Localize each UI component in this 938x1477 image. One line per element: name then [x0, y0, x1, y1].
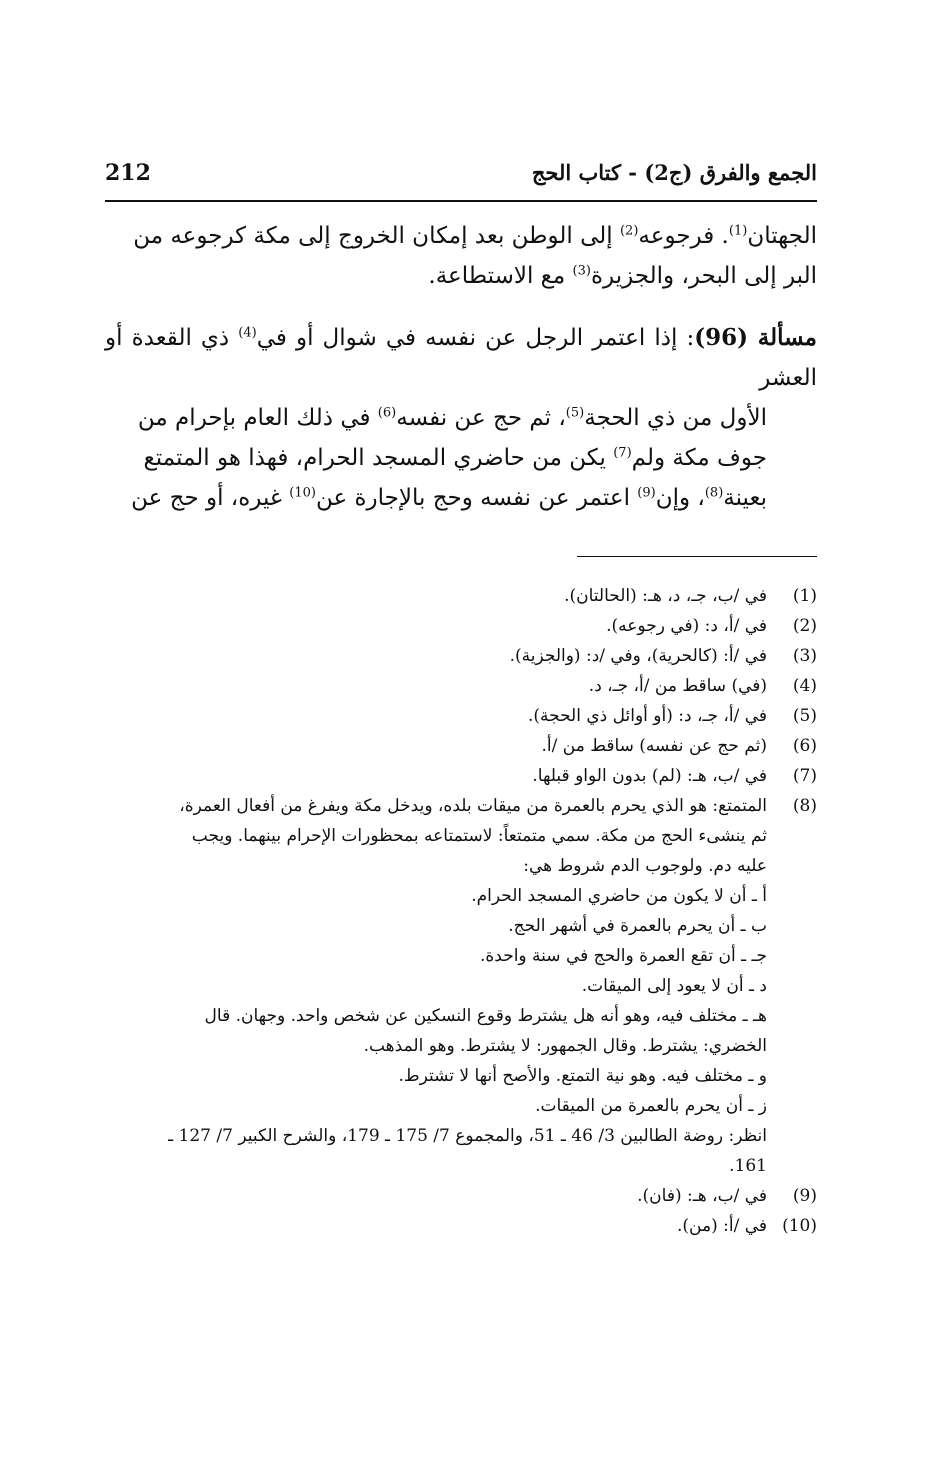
footnote-number: (5) [792, 706, 817, 726]
footnote-line: انظر: روضة الطالبين 3/ 46 ـ 51، والمجموع 7/ 175 ـ 179، والشرح الكبير 7/ 127 ـ [168, 1126, 767, 1146]
text-run: اعتمر عن نفسه وحج بالإجارة عن [315, 485, 638, 511]
footnote-line: د ـ أن لا يعود إلى الميقات. [581, 976, 767, 996]
running-title: الجمع والفرق (ج2) - كتاب الحج [531, 160, 817, 185]
text-run: الأول من ذي الحجة [584, 405, 767, 431]
footnote-text [105, 791, 767, 1181]
footnote [105, 731, 817, 761]
paragraph [105, 216, 817, 296]
footnote [105, 641, 817, 671]
line [138, 405, 817, 431]
footnote-number: (3) [792, 646, 817, 666]
footnote [105, 1211, 817, 1241]
footnote-text [105, 1211, 767, 1241]
footnotes [105, 581, 817, 1241]
text-run: ، وإن [655, 485, 705, 511]
footnote-number: (7) [792, 766, 817, 786]
body-text [105, 216, 817, 518]
footnote-line: و ـ مختلف فيه. وهو نية التمتع. والأصح أنها لا تشترط. [398, 1066, 767, 1086]
text-run: غيره، أو حج عن [131, 485, 290, 511]
footnote-ref[interactable]: (6) [377, 405, 397, 421]
line [144, 445, 817, 471]
footnote-line: في /ب، هـ: (فان). [637, 1186, 767, 1206]
footnote-separator [577, 556, 817, 557]
footnote-text [105, 641, 767, 671]
footnote-text [105, 701, 767, 731]
footnote-ref[interactable]: (4) [238, 325, 257, 341]
footnote-line: 161. [729, 1156, 767, 1176]
footnote [105, 791, 817, 1181]
text-run: يكن من حاضري المسجد الحرام، فهذا هو المتمتع [143, 445, 614, 471]
footnote-line: جـ ـ أن تقع العمرة والحج في سنة واحدة. [479, 946, 767, 966]
footnote-text [105, 731, 767, 761]
page-number: 212 [105, 160, 151, 186]
paragraph-issue [105, 318, 817, 518]
footnote-line: ثم ينشىء الحج من مكة. سمي متمتعاً: لاستمتاعه بمحظورات الإحرام بينهما. ويجب [191, 826, 767, 846]
footnote-ref[interactable]: (9) [637, 485, 656, 501]
footnote-line: في /أ: (كالحرية)، وفي /د: (والجزية). [509, 646, 767, 666]
footnote-line: أ ـ أن لا يكون من حاضري المسجد الحرام. [471, 886, 767, 906]
footnote-line: المتمتع: هو الذي يحرم بالعمرة من ميقات بلده، ويدخل مكة ويفرغ من أفعال العمرة، [179, 796, 767, 816]
footnote-line: عليه دم. ولوجوب الدم شروط هي: [523, 856, 767, 876]
footnote-line: ب ـ أن يحرم بالعمرة في أشهر الحج. [508, 916, 767, 936]
footnote-ref[interactable]: (3) [572, 263, 591, 279]
text-run: مع الاستطاعة. [428, 263, 573, 289]
footnote-text [105, 1181, 767, 1211]
footnote-ref[interactable]: (5) [565, 405, 585, 421]
footnote-line: في /أ، د: (في رجوعه). [606, 616, 767, 636]
footnote-number: (6) [792, 736, 817, 756]
footnote-number: (4) [792, 676, 817, 696]
issue-label: مسألة (96) [694, 324, 817, 351]
footnote-text [105, 581, 767, 611]
footnote-line: في /أ، جـ، د: (أو أوائل ذي الحجة). [527, 706, 767, 726]
text-run: بعينة [723, 485, 767, 511]
footnote [105, 581, 817, 611]
footnote [105, 671, 817, 701]
line [131, 485, 817, 511]
running-head [105, 160, 817, 202]
text-run: ذي القعدة أو العشر [105, 325, 817, 391]
page [105, 160, 817, 1241]
text-run: إلى الوطن بعد إمكان الخروج إلى مكة كرجوعه من [133, 223, 620, 249]
footnote-line: في /ب، هـ: (لم) بدون الواو قبلها. [532, 766, 767, 786]
footnote-line: في /ب، جـ، د، هـ: (الحالتان). [564, 586, 767, 606]
footnote-line: ز ـ أن يحرم بالعمرة من الميقات. [535, 1096, 767, 1116]
footnote-number: (2) [792, 616, 817, 636]
footnote-ref[interactable]: (2) [619, 223, 639, 239]
footnote-text [105, 671, 767, 701]
footnote-number: (8) [792, 796, 817, 816]
footnote [105, 611, 817, 641]
footnote-line: في /أ: (من). [677, 1216, 767, 1236]
footnote-ref[interactable]: (7) [613, 445, 632, 461]
text-run: جوف مكة ولم [631, 445, 767, 471]
footnote [105, 701, 817, 731]
footnote-number: (9) [792, 1186, 817, 1206]
footnote-line: هـ ـ مختلف فيه، وهو أنه هل يشترط وقوع النسكين عن شخص واحد. وجهان. قال [204, 1006, 767, 1026]
footnote [105, 761, 817, 791]
footnote-text [105, 761, 767, 791]
footnote [105, 1181, 817, 1211]
text-run: ، ثم حج عن نفسه [396, 405, 566, 431]
footnote-ref[interactable]: (8) [704, 485, 724, 501]
footnote-line: (في) ساقط من /أ، جـ، د. [588, 676, 767, 696]
text-run: البر إلى البحر، والجزيرة [590, 263, 817, 289]
footnote-ref[interactable]: (1) [728, 223, 748, 239]
text-run: الجهتان [747, 223, 817, 249]
text-run: : إذا اعتمر الرجل عن نفسه في شوال أو في [256, 325, 695, 351]
footnote-number: (10) [782, 1216, 817, 1236]
text-run: في ذلك العام بإحرام من [137, 405, 378, 431]
footnote-text [105, 611, 767, 641]
text-run: . فرجوعه [638, 223, 729, 249]
footnote-line: الخضري: يشترط. وقال الجمهور: لا يشترط. وهو المذهب. [363, 1036, 767, 1056]
footnote-line: (ثم حج عن نفسه) ساقط من /أ. [541, 736, 767, 756]
footnote-ref[interactable]: (10) [289, 485, 316, 501]
footnote-number: (1) [792, 586, 817, 606]
